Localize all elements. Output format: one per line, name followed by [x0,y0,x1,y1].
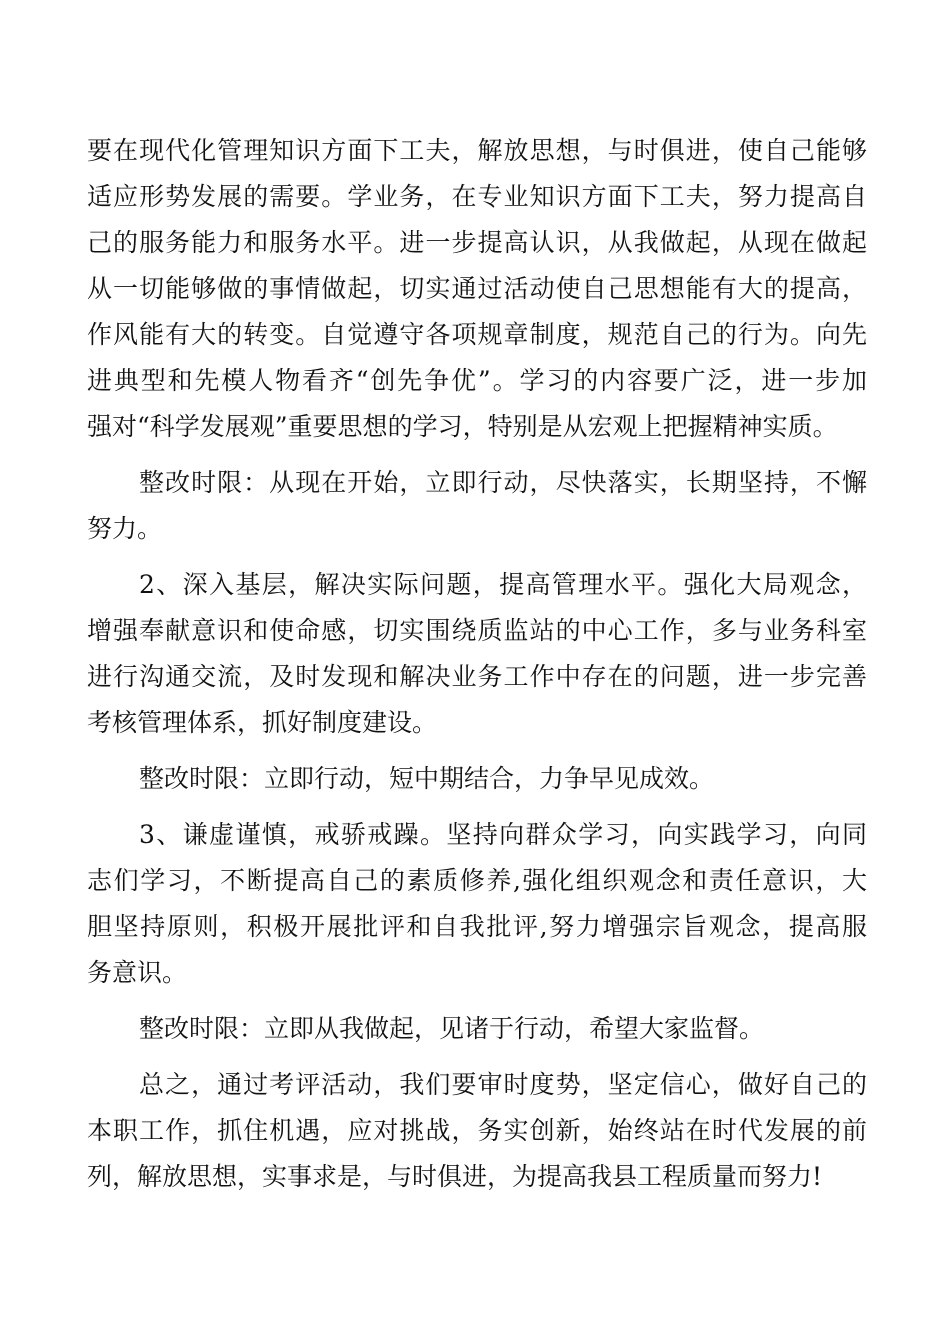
text-line: 3、谦虚谨慎，戒骄戒躁。坚持向群众学习，向实践学习，向同 [139,820,867,849]
text-line: 进行沟通交流，及时发现和解决业务工作中存在的问题，进一步完善 [87,662,867,691]
text-line: 适应形势发展的需要。学业务，在专业知识方面下工夫，努力提高自 [87,182,867,211]
text-line: 增强奉献意识和使命感，切实围绕质监站的中心工作，多与业务科室 [87,616,867,645]
text-line: 作风能有大的转变。自觉遵守各项规章制度，规范自己的行为。向先 [87,320,867,349]
text-line: 努力。 [87,514,163,543]
document-body [87,128,867,1200]
text-line: 胆坚持原则，积极开展批评和自我批评,努力增强宗旨观念，提高服 [87,912,867,941]
text-line: 进典型和先模人物看齐“创先争优”。学习的内容要广泛，进一步加 [87,366,867,395]
text-line: 整改时限：从现在开始，立即行动，尽快落实，长期坚持，不懈 [139,468,867,497]
text-line: 本职工作，抓住机遇，应对挑战，务实创新，始终站在时代发展的前 [87,1116,867,1145]
paragraph-gap [87,802,867,812]
text-line: 考核管理体系，抓好制度建设。 [87,708,438,737]
text-line: 列，解放思想，实事求是，与时俱进，为提高我县工程质量而努力! [87,1162,823,1191]
text-line: 2、深入基层，解决实际问题，提高管理水平。强化大局观念， [139,570,867,599]
text-line: 要在现代化管理知识方面下工夫，解放思想，与时俱进，使自己能够 [87,136,867,165]
paragraph-gap [87,1052,867,1062]
text-line: 整改时限：立即行动，短中期结合，力争早见成效。 [139,764,715,793]
paragraph-gap [87,996,867,1006]
text-line: 从一切能够做的事情做起，切实通过活动使自己思想能有大的提高， [87,274,867,303]
text-line: 己的服务能力和服务水平。进一步提高认识，从我做起，从现在做起 [87,228,867,257]
text-line: 志们学习，不断提高自己的素质修养,强化组织观念和责任意识，大 [87,866,867,895]
text-line: 强对“科学发展观”重要思想的学习，特别是从宏观上把握精神实质。 [87,412,838,441]
paragraph-gap [87,746,867,756]
text-line: 务意识。 [87,958,188,987]
text-line: 整改时限：立即从我做起，见诸于行动，希望大家监督。 [139,1014,765,1043]
paragraph-gap [87,450,867,460]
text-line: 总之，通过考评活动，我们要审时度势，坚定信心，做好自己的 [139,1070,867,1099]
paragraph-gap [87,552,867,562]
